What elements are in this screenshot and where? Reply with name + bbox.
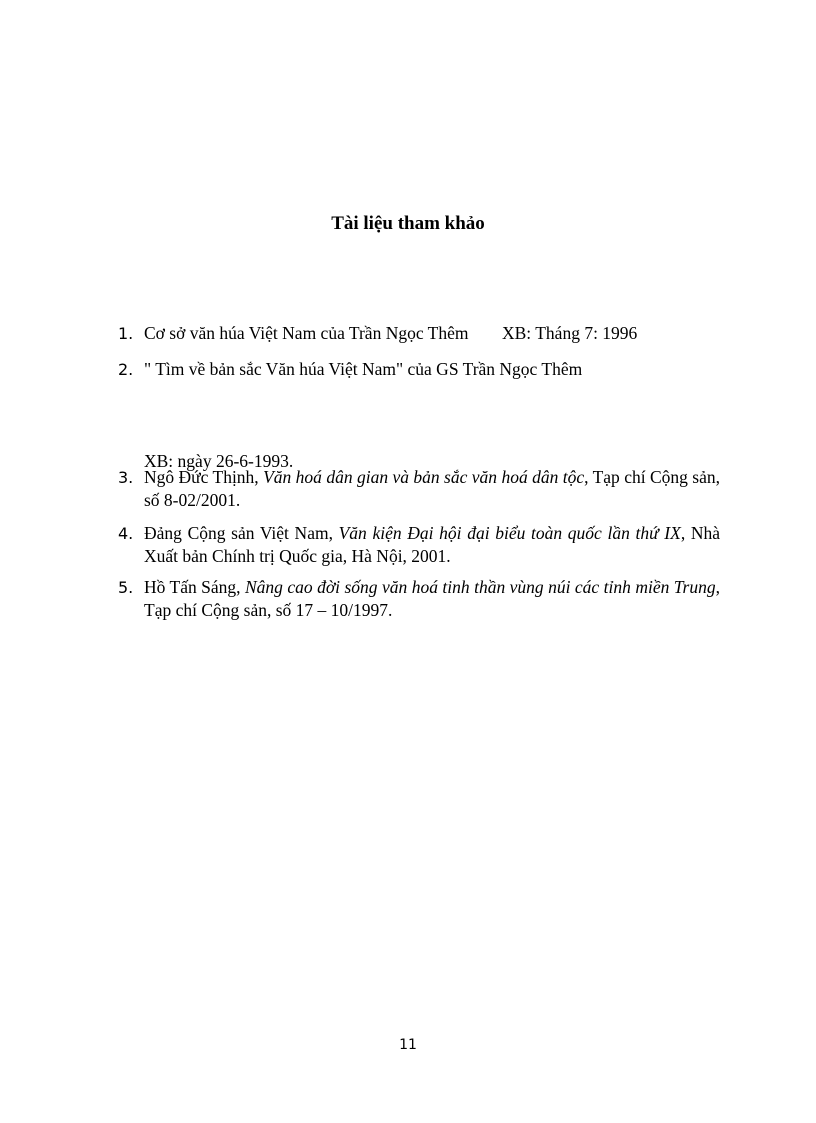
reference-number: 1. [118, 324, 134, 343]
reference-source: , Tạp chí Cộng sản, số 8-02/2001. [144, 467, 721, 510]
page-number: 11 [399, 1037, 417, 1053]
reference-body [144, 522, 720, 568]
reference-publish: XB: Tháng 7: 1996 [502, 323, 638, 343]
reference-number: 5. [118, 578, 134, 597]
reference-body [144, 576, 720, 622]
reference-work-title: Văn hoá dân gian và bản sắc văn hoá dân tộc [263, 467, 585, 487]
reference-author: Đảng Cộng sản Việt Nam, [144, 523, 339, 543]
reference-work-title: Nâng cao đời sống văn hoá tinh thần vùng núi các tỉnh miền Trung [245, 577, 716, 597]
reference-work-title: Văn kiện Đại hội đại biểu toàn quốc lần thứ IX [338, 523, 681, 543]
reference-source: , Tạp chí Cộng sản, số 17 – 10/1997. [144, 577, 720, 620]
reference-body [144, 466, 720, 512]
reference-author: Ngô Đức Thịnh, [144, 467, 264, 487]
reference-source: , Nhà Xuất bản Chính trị Quốc gia, Hà Nội, 2001. [144, 523, 721, 566]
reference-text: Cơ sở văn húa Việt Nam của Trần Ngọc Thêm [144, 323, 469, 343]
reference-number: 4. [118, 524, 134, 543]
reference-number: 3. [118, 468, 134, 487]
reference-author: Hồ Tấn Sáng, [144, 577, 245, 597]
reference-text: " Tìm về bản sắc Văn húa Việt Nam" của GS Trần Ngọc Thêm [144, 359, 583, 379]
reference-number: 2. [118, 360, 134, 379]
reference-publish: XB: ngày 26-6-1993. [144, 451, 294, 471]
page-title: Tài liệu tham khảo [331, 213, 485, 234]
